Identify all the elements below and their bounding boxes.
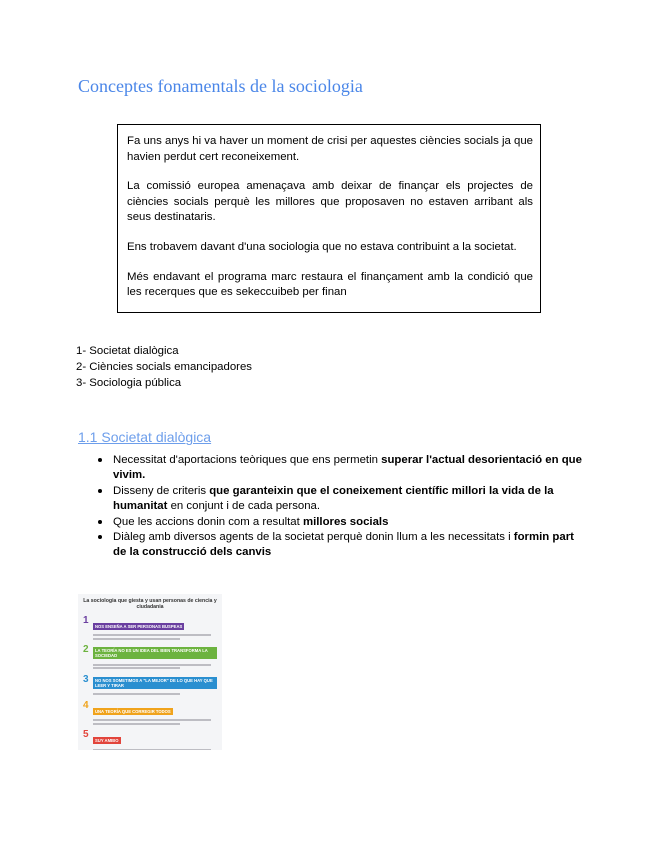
infographic-item: [83, 700, 217, 727]
infographic-text-line: [93, 693, 180, 695]
infographic-text-line: [93, 749, 211, 750]
infographic-title: La sociologia que giesta y usan personas de ciencia y ciudadania: [83, 598, 217, 611]
infographic-text-line: [93, 664, 211, 666]
page-title: Conceptes fonamentals de la sociologia: [78, 76, 363, 96]
infographic-item: [83, 644, 217, 671]
intro-paragraph-4: Més endavant el programa marc restaura el finançament amb la condició que les recerques que es sekeccuibeb per finan: [127, 270, 533, 299]
intro-paragraph-1: Fa uns anys hi va haver un moment de crisi per aquestes ciències socials ja que havien perdut cert reconeixement.: [127, 135, 533, 163]
bullet-list: [96, 453, 584, 561]
sociology-infographic: [78, 594, 222, 750]
numbered-item: 3- Sociologia pública: [76, 376, 182, 389]
section-heading[interactable]: 1.1 Societat dialògica: [78, 429, 212, 445]
bullet-item: Necessitat d'aportacions teòriques que ens permetin superar l'actual desorientació en que vivim.: [96, 453, 584, 484]
infographic-item-number: 4: [83, 699, 89, 711]
bullet-item: Que les accions donin com a resultat millores socials: [96, 515, 584, 530]
infographic-text-line: [93, 723, 180, 725]
infographic-text-line: [93, 634, 211, 636]
numbered-item: 2- Ciències socials emancipadores: [76, 360, 253, 373]
infographic-item-label: NOS ENSEÑA A SER PERSONAS BUSPEAS: [95, 623, 183, 629]
infographic-item-number: 1: [83, 614, 89, 626]
infographic-text-line: [93, 667, 180, 669]
infographic-item: [83, 674, 217, 697]
intro-text-box: [117, 124, 541, 313]
infographic-item-label: SUY AMBIO: [95, 738, 119, 744]
infographic-item: [83, 615, 217, 642]
infographic-text-line: [93, 638, 180, 640]
numbered-item: 1- Societat dialògica: [76, 345, 179, 357]
bullet-item: Disseny de criteris que garanteixin que el coneixement científic millori la vida de la humanitat en conjunt i de cada persona.: [96, 484, 584, 515]
infographic-item-number: 5: [83, 729, 89, 741]
infographic-item-number: 3: [83, 673, 89, 685]
intro-paragraph-2: La comissió europea amenaçava amb deixar de finançar els projectes de ciències socials perquè les millores que proposaven no estaven arribant als seus destinataris.: [127, 180, 533, 224]
numbered-list: [76, 344, 252, 391]
infographic-item: [83, 729, 217, 750]
infographic-item-label: LA TEORÍA NO ES UN IDEA DEL BIEN TRANSFORMA LA SOCIEDAD: [93, 647, 217, 659]
infographic-item-label: NO NOS SOMETIMOS A "LA MEJOR" DE LO QUE HAY QUE LEER Y TIRAR: [93, 677, 217, 689]
intro-paragraph-3: Ens trobavem davant d'una sociologia que no estava contribuint a la societat.: [127, 240, 517, 253]
infographic-item-label: UNA TEORÍA QUE CORREGIR TODOS: [95, 708, 171, 714]
infographic-item-number: 2: [83, 644, 89, 656]
infographic-text-line: [93, 719, 211, 721]
bullet-item: Diàleg amb diversos agents de la societat perquè donin llum a les necessitats i formin part de la construcció dels canvis: [96, 530, 584, 561]
